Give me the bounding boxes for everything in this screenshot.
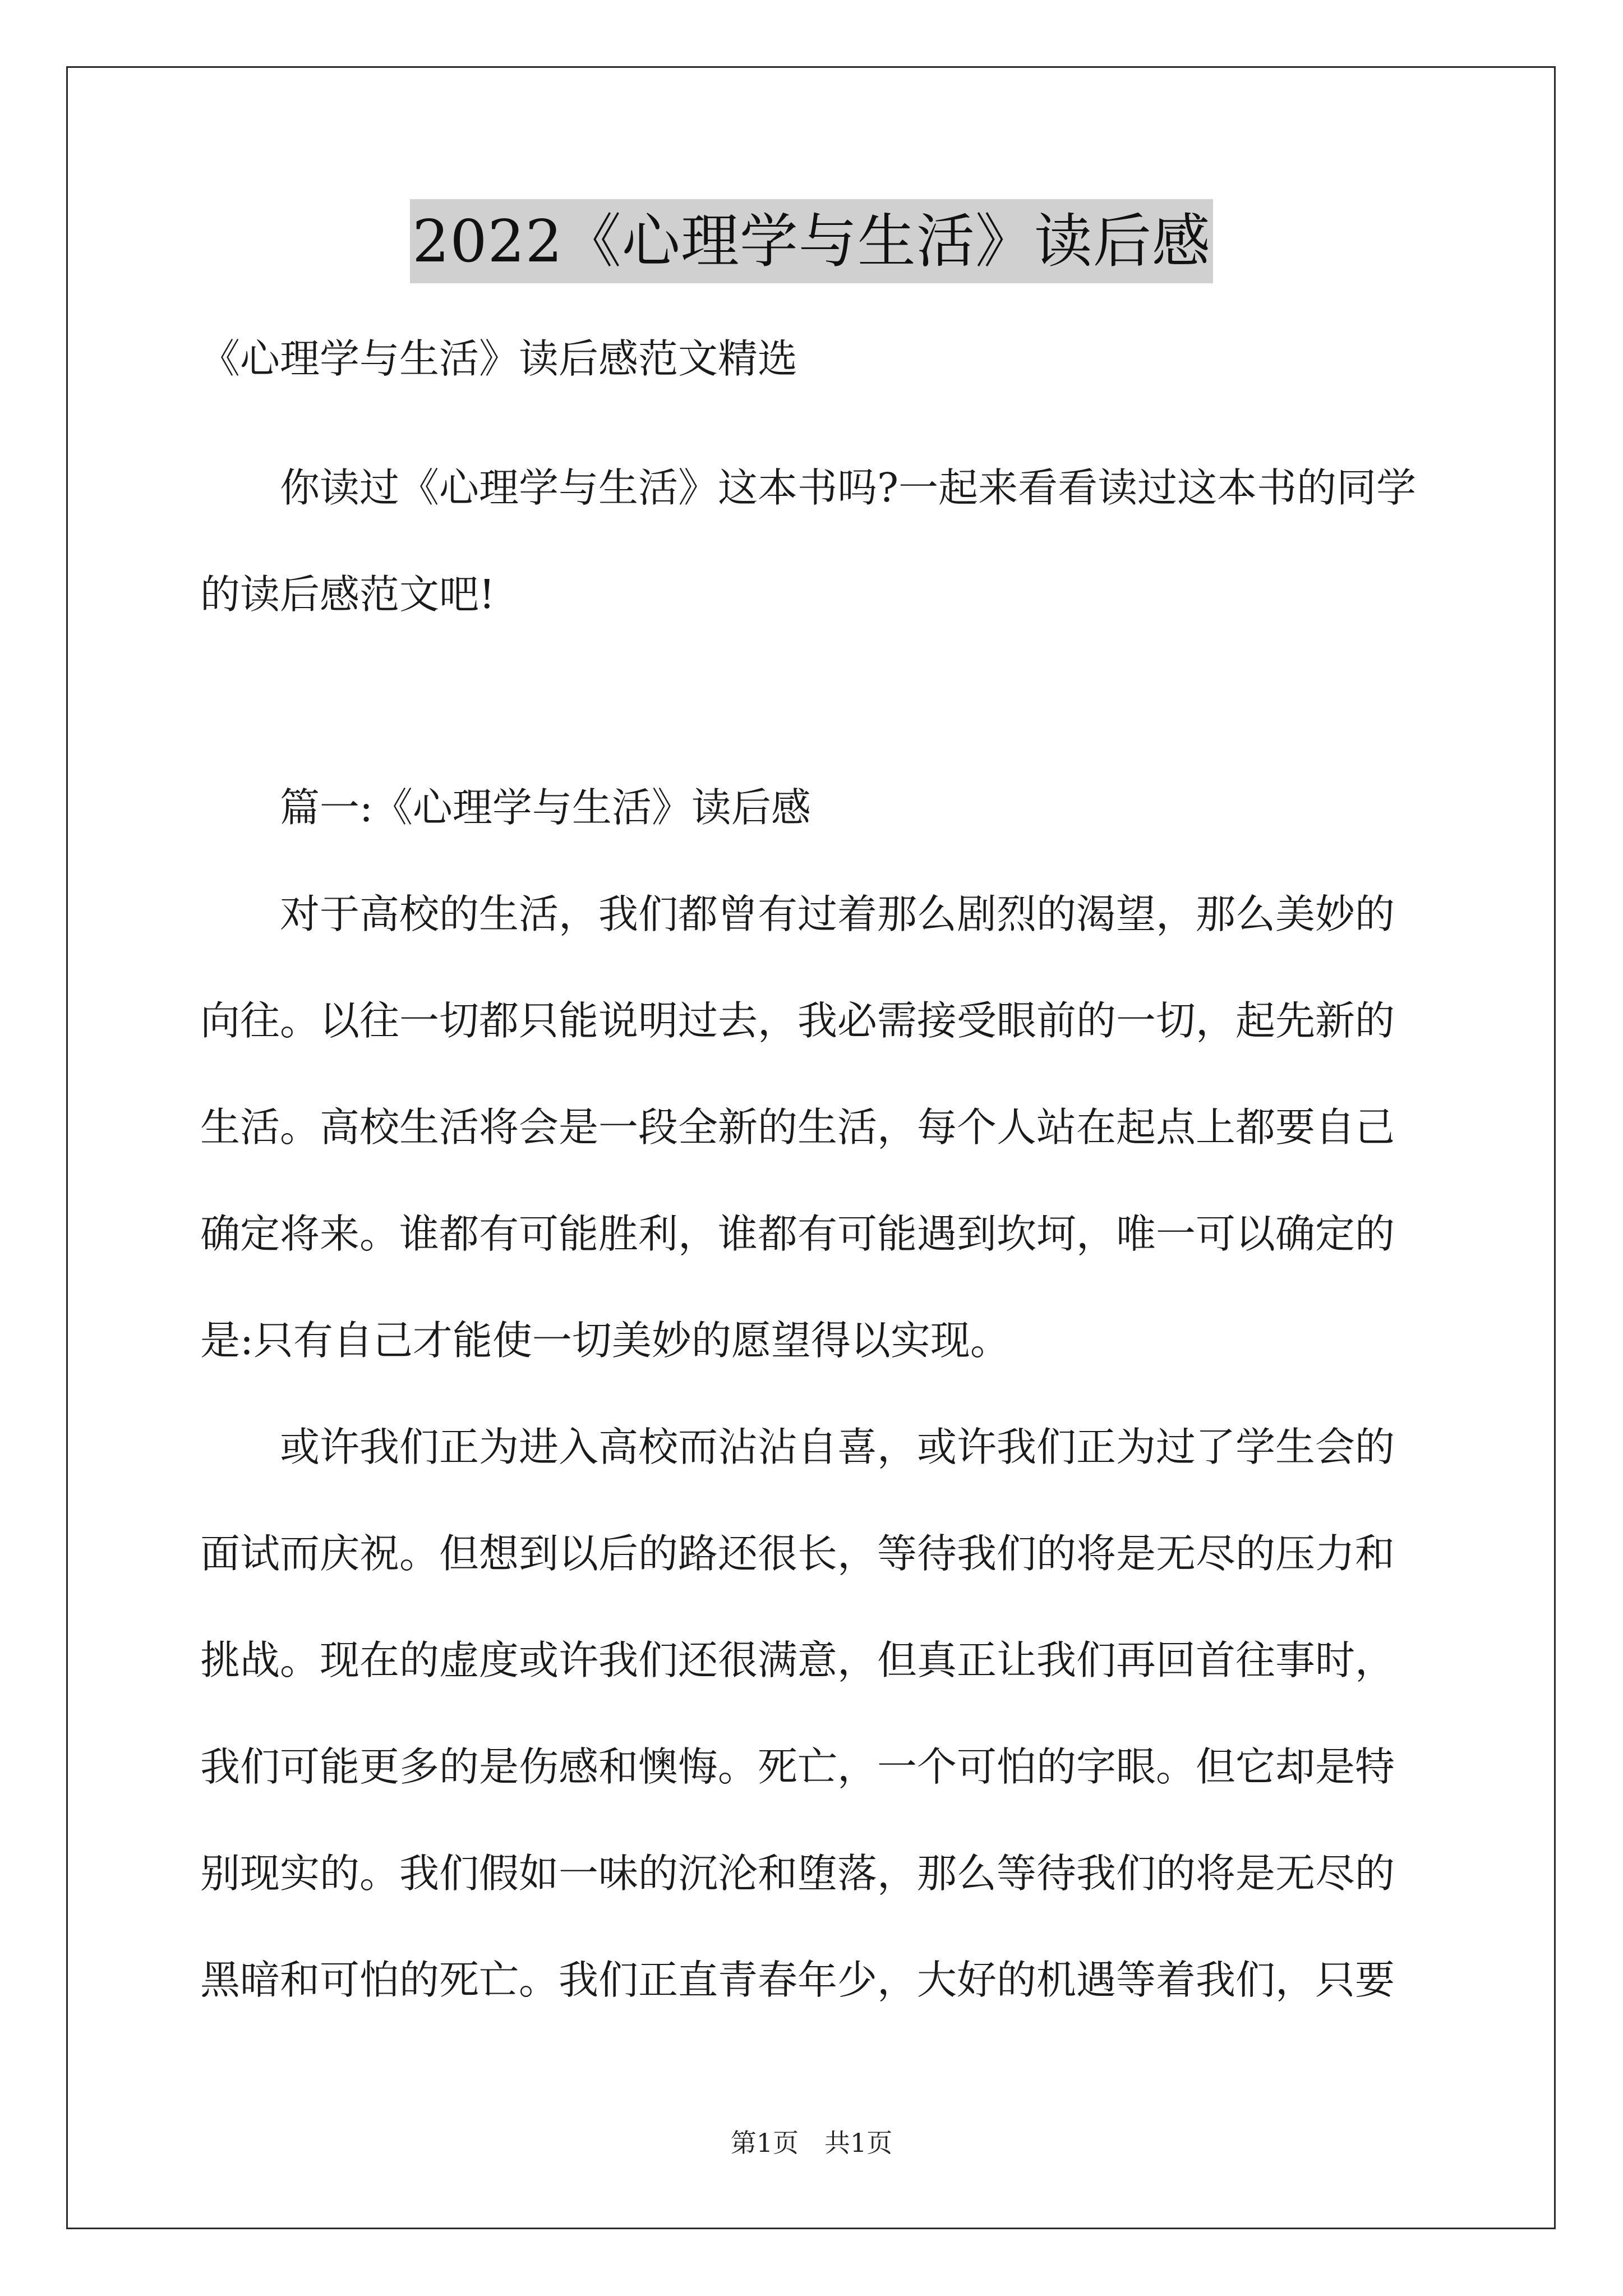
paragraph-line: 确定将来。谁都有可能胜利，谁都有可能遇到坎坷，唯一可以确定的 <box>200 1211 1395 1257</box>
paragraph-line: 是:只有自己才能使一切美妙的愿望得以实现。 <box>200 1317 1010 1364</box>
section-heading: 篇一:《心理学与生活》读后感 <box>280 784 811 831</box>
paragraph-line: 或许我们正为进入高校而沾沾自喜，或许我们正为过了学生会的 <box>280 1424 1395 1470</box>
subtitle-line: 《心理学与生活》读后感范文精选 <box>200 335 798 382</box>
paragraph-line: 面试而庆祝。但想到以后的路还很长，等待我们的将是无尽的压力和 <box>200 1530 1395 1577</box>
paragraph-line: 的读后感范文吧! <box>200 571 495 618</box>
paragraph-line: 黑暗和可怕的死亡。我们正直青春年少，大好的机遇等着我们，只要 <box>200 1957 1395 2003</box>
page-footer: 第1页 共1页 <box>730 2128 893 2158</box>
paragraph-line: 挑战。现在的虚度或许我们还很满意，但真正让我们再回首往事时， <box>200 1637 1395 1683</box>
paragraph-line: 我们可能更多的是伤感和懊悔。死亡，一个可怕的字眼。但它却是特 <box>200 1743 1395 1790</box>
paragraph-line: 对于高校的生活，我们都曾有过着那么剧烈的渴望，那么美妙的 <box>280 891 1395 937</box>
paragraph-line: 别现实的。我们假如一味的沉沦和堕落，那么等待我们的将是无尽的 <box>200 1850 1395 1897</box>
paragraph-line: 生活。高校生活将会是一段全新的生活，每个人站在起点上都要自己 <box>200 1104 1395 1151</box>
document-title: 2022《心理学与生活》读后感 <box>410 199 1213 283</box>
paragraph-line: 向往。以往一切都只能说明过去，我必需接受眼前的一切，起先新的 <box>200 997 1395 1044</box>
paragraph-line: 你读过《心理学与生活》这本书吗?一起来看看读过这本书的同学 <box>280 464 1417 511</box>
title-container <box>0 199 1623 283</box>
